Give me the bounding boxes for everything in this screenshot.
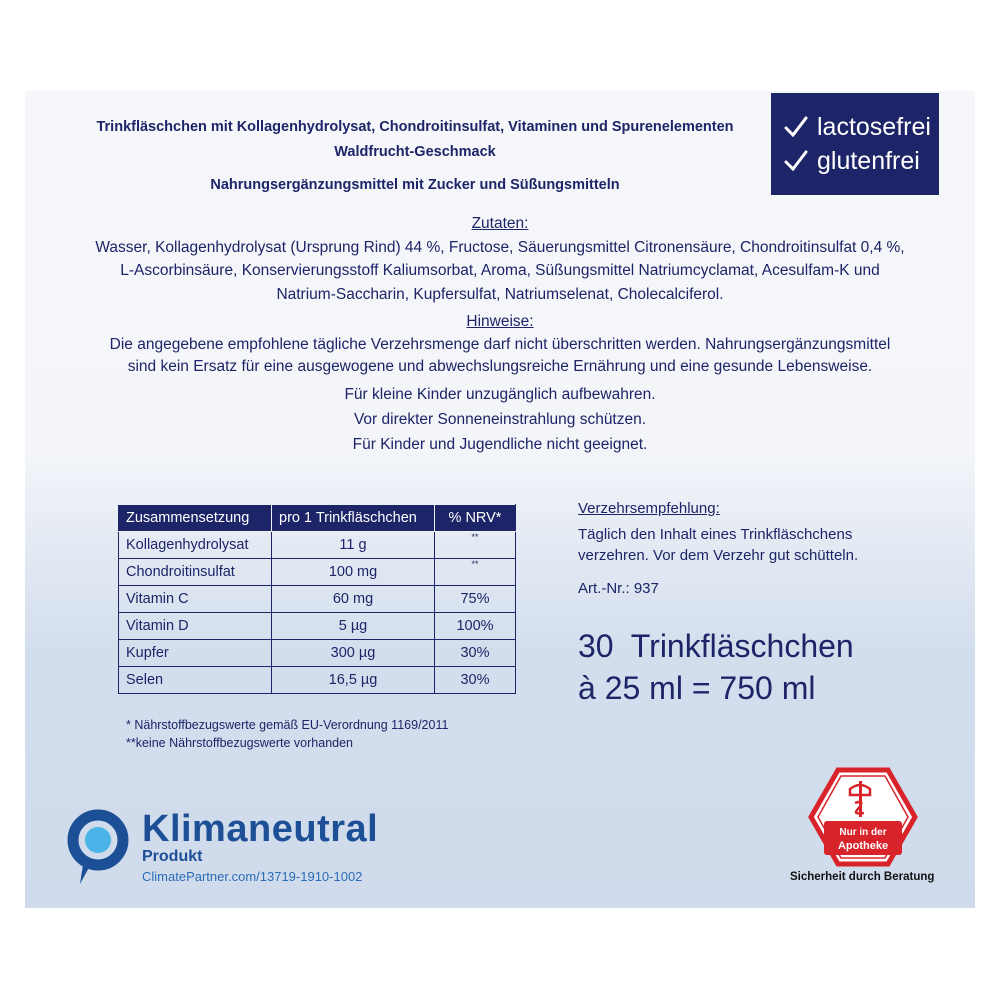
table-cell: Selen (119, 667, 272, 694)
notes-section (60, 309, 940, 457)
table-header: Zusammensetzung (119, 505, 272, 532)
table-cell: 60 mg (272, 586, 435, 613)
table-row (119, 559, 516, 586)
table-cell: Vitamin C (119, 586, 272, 613)
table-cell: Kupfer (119, 640, 272, 667)
notes-line: Die angegebene empfohlene tägliche Verzehrsmenge darf nicht überschritten werden. Nahrungsergänzungsmittel (109, 336, 891, 353)
lactosefree-row (783, 110, 939, 144)
notes-line: Für Kinder und Jugendliche nicht geeignet. (352, 436, 648, 453)
table-header: % NRV* (435, 505, 516, 532)
climate-partner-link: ClimatePartner.com/13719-1910-1002 (142, 869, 363, 884)
checkmark-icon (783, 148, 809, 174)
lactosefree-label: lactosefrei (817, 113, 931, 141)
table-cell: 16,5 µg (272, 667, 435, 694)
table-cell: Kollagenhydrolysat (119, 532, 272, 559)
table-row (119, 640, 516, 667)
recommendation-heading: Verzehrsempfehlung: (578, 500, 720, 517)
glutenfree-label: glutenfrei (817, 147, 920, 175)
article-number: Art.-Nr.: 937 (578, 580, 659, 597)
table-cell: ** (435, 559, 516, 586)
pharmacy-badge-text: Nur in der (839, 827, 887, 838)
table-cell: 30% (435, 667, 516, 694)
flavor: Waldfrucht-Geschmack (334, 144, 496, 160)
nutrition-table (118, 504, 516, 694)
table-cell: Vitamin D (119, 613, 272, 640)
ingredients-heading: Zutaten: (471, 215, 529, 232)
supplement-note: Nahrungsergänzungsmittel mit Zucker und Süßungsmitteln (210, 177, 620, 193)
free-from-badge (771, 93, 939, 195)
quantity-volume: à 25 ml = 750 ml (578, 670, 816, 706)
ingredients-line: Natrium-Saccharin, Kupfersulfat, Natriumselenat, Cholecalciferol. (276, 285, 724, 303)
ingredients-line: Wasser, Kollagenhydrolysat (Ursprung Rind) 44 %, Fructose, Säuerungsmittel Citronensäure, Chondroitinsulfat 0,4 %, (95, 238, 905, 256)
table-cell: 300 µg (272, 640, 435, 667)
recommendation-text: Täglich den Inhalt eines Trinkfläschchens (578, 526, 853, 543)
product-description: Trinkfläschchen mit Kollagenhydrolysat, Chondroitinsulfat, Vitaminen und Spurenelementen (96, 119, 734, 135)
glutenfree-row (783, 144, 939, 178)
table-cell: Chondroitinsulfat (119, 559, 272, 586)
table-row (119, 667, 516, 694)
table-row (119, 532, 516, 559)
table-header: pro 1 Trinkfläschchen (272, 505, 435, 532)
table-cell: 5 µg (272, 613, 435, 640)
climate-neutral-title: Klimaneutral (142, 808, 379, 850)
notes-heading: Hinweise: (466, 313, 534, 330)
ingredients-section (60, 212, 940, 306)
table-cell: 100% (435, 613, 516, 640)
pharmacy-caption: Sicherheit durch Beratung (790, 871, 935, 883)
climate-neutral-subtitle: Produkt (142, 848, 203, 865)
table-row (119, 613, 516, 640)
footnote: **keine Nährstoffbezugswerte vorhanden (126, 736, 353, 750)
table-cell: 30% (435, 640, 516, 667)
checkmark-icon (783, 114, 809, 140)
table-cell: 100 mg (272, 559, 435, 586)
quantity-count: 30 Trinkfläschchen (578, 628, 854, 664)
notes-line: Vor direkter Sonneneinstrahlung schützen. (353, 411, 647, 428)
notes-line: Für kleine Kinder unzugänglich aufbewahren. (344, 386, 656, 403)
ingredients-line: L-Ascorbinsäure, Konservierungsstoff Kaliumsorbat, Aroma, Süßungsmittel Natriumcyclamat, Acesulfam-K und (120, 262, 880, 279)
table-cell: 75% (435, 586, 516, 613)
pharmacy-only-icon (808, 767, 918, 867)
notes-line: sind kein Ersatz für eine ausgewogene und abwechslungsreiche Ernährung und eine gesunde Lebensweise. (127, 358, 873, 375)
table-cell: ** (435, 532, 516, 559)
footnote: * Nährstoffbezugswerte gemäß EU-Verordnung 1169/2011 (126, 718, 449, 732)
pharmacy-badge-text: Apotheke (837, 840, 889, 852)
table-header-row (119, 505, 516, 532)
climate-neutral-icon (62, 806, 134, 888)
recommendation-text: verzehren. Vor dem Verzehr gut schütteln. (578, 547, 859, 564)
table-cell: 11 g (272, 532, 435, 559)
table-row (119, 586, 516, 613)
